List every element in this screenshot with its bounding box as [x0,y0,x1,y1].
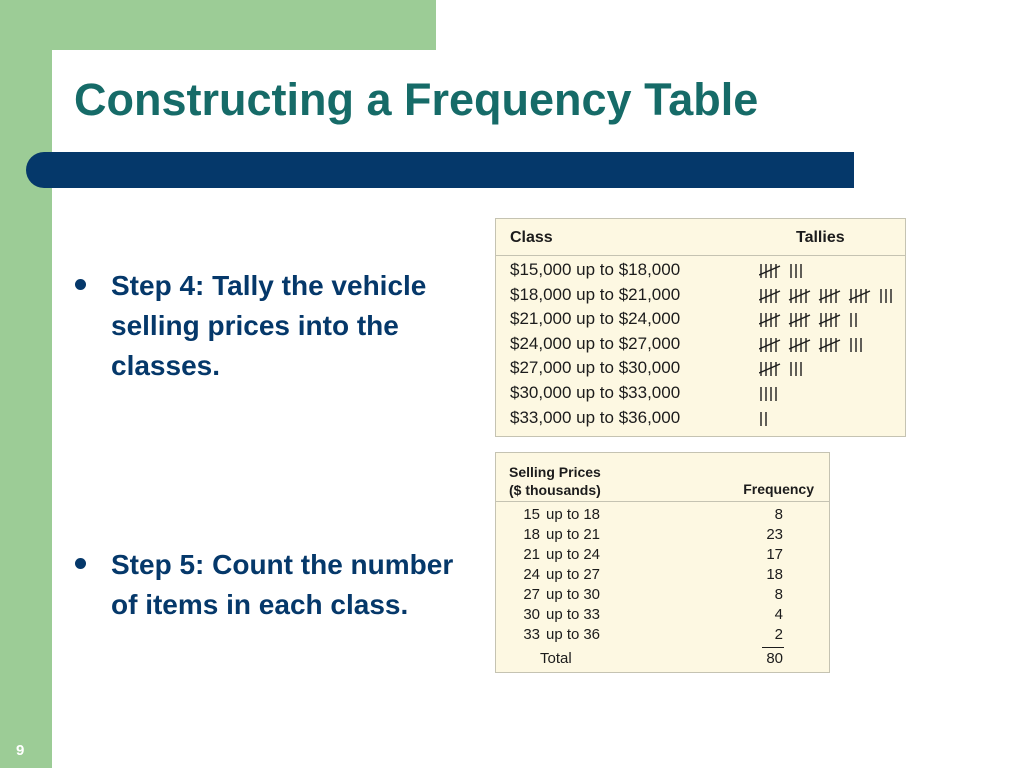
class-cell: $33,000 up to $36,000 [510,407,681,427]
range-from: 18 [523,526,540,543]
bullet-text: Step 5: Count the number of items in each class. [111,549,454,620]
frequency-cell: 4 [774,606,783,623]
range-from: 24 [523,566,540,583]
class-cell: $24,000 up to $27,000 [510,333,681,353]
tally-marks-icon [759,287,898,305]
tally-marks-icon [759,311,863,329]
range-separator: up to [546,546,580,563]
range-to: 18 [583,506,600,523]
range-to: 30 [583,586,600,603]
range-to: 33 [583,606,600,623]
selling-prices-header [509,463,601,499]
frequency-row [496,525,829,545]
bullet-text: Step 4: Tally the vehicle selling prices into the classes. [111,270,427,381]
selling-prices-header-line2: ($ thousands) [509,482,601,498]
tally-row [496,407,905,432]
frequency-row [496,565,829,585]
range-separator: up to [546,526,580,543]
class-cell: $21,000 up to $24,000 [510,309,681,329]
bullet-dot-icon [75,558,86,569]
slide-title: Constructing a Frequency Table [74,74,759,125]
range-to: 24 [583,546,600,563]
range-from: 33 [523,626,540,643]
range-from: 15 [523,506,540,523]
range-separator: up to [546,586,580,603]
frequency-row [496,605,829,625]
frequency-cell: 18 [766,566,783,583]
bullet-step-4 [75,266,465,396]
tally-marks-icon [759,262,808,280]
frequency-table-header [496,453,829,502]
frequency-row [496,585,829,605]
bullet-dot-icon [75,279,86,290]
frequency-header: Frequency [743,481,814,497]
total-label: Total [540,650,572,667]
green-frame-left [0,0,52,768]
tally-row [496,259,905,284]
tally-row [496,382,905,407]
bullet-step-5 [75,545,465,675]
tally-table-body [496,259,905,431]
tally-row [496,284,905,309]
selling-prices-header-line1: Selling Prices [509,464,601,480]
range-to: 27 [583,566,600,583]
tally-marks-icon [759,336,868,354]
tallies-column-header: Tallies [796,229,845,246]
class-cell: $18,000 up to $21,000 [510,284,681,304]
frequency-row [496,505,829,525]
frequency-row [496,625,829,645]
frequency-cell: 8 [774,586,783,603]
class-column-header: Class [510,229,553,246]
range-from: 21 [523,546,540,563]
class-cell: $15,000 up to $18,000 [510,260,681,279]
frequency-row [496,545,829,565]
frequency-cell: 17 [766,546,783,563]
frequency-table [495,452,830,673]
range-separator: up to [546,506,580,523]
range-from: 30 [523,606,540,623]
title-underline-bar [26,152,854,188]
range-separator: up to [546,606,580,623]
tally-marks-icon [759,385,783,403]
tally-row [496,333,905,358]
total-row [496,650,829,670]
tally-row [496,308,905,333]
frequency-cell: 2 [774,626,783,643]
slide-number: 9 [16,742,25,759]
tally-table [495,218,906,437]
tally-marks-icon [759,360,808,378]
tally-row [496,357,905,382]
frequency-cell: 23 [766,526,783,543]
frequency-table-body [496,505,829,645]
class-cell: $27,000 up to $30,000 [510,358,681,378]
range-separator: up to [546,566,580,583]
tally-marks-icon [759,410,773,428]
range-from: 27 [523,586,540,603]
green-frame-top [0,0,436,50]
frequency-cell: 8 [774,506,783,523]
total-value: 80 [766,650,783,667]
range-separator: up to [546,626,580,643]
class-cell: $30,000 up to $33,000 [510,382,681,402]
sum-line [762,647,784,648]
range-to: 36 [583,626,600,643]
tally-table-header [496,219,905,256]
range-to: 21 [583,526,600,543]
